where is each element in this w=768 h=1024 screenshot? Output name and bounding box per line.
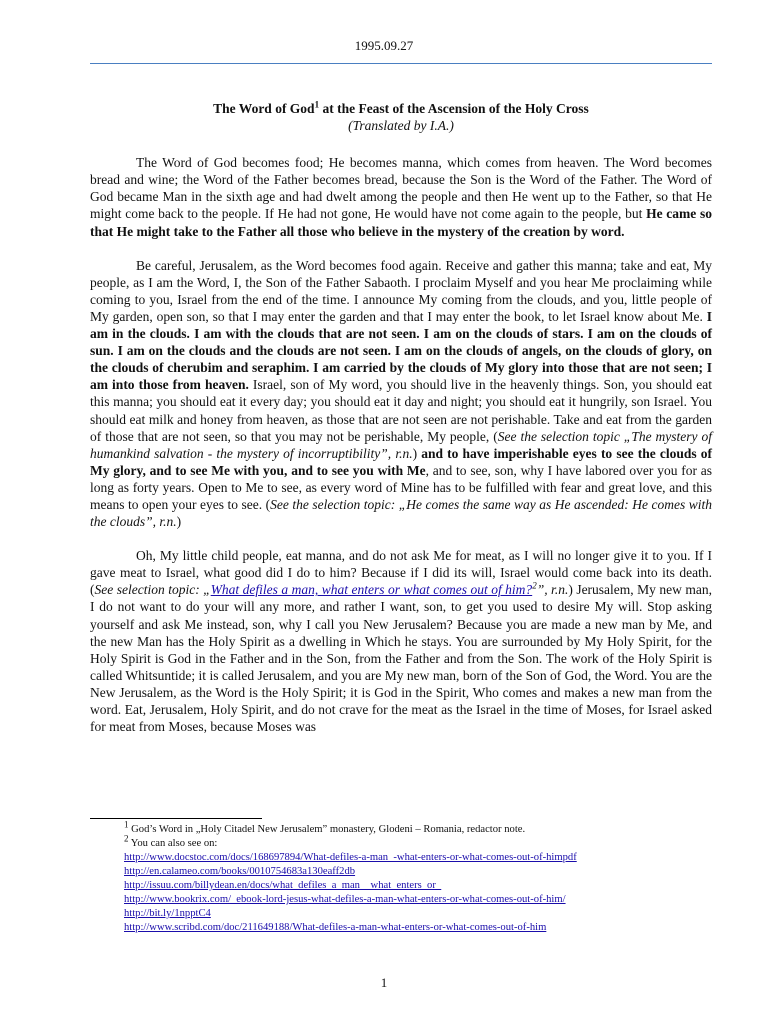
document-title [90, 100, 712, 117]
footnote-2-ref[interactable]: 2 [532, 580, 537, 591]
paragraph-2-text-2: Israel, son of My word, you should live in the heavenly things. Son, you should eat this manna; you should eat it every day; you should eat it day and night; you should eat it hungrily, son Israel. You should eat milk and honey from heaven, as those that are not seen are not perishable. Take and eat from the garden of those that are not seen, so that you may not be perishable, My people, ( [90, 377, 712, 444]
footnotes [124, 819, 724, 935]
footnote-divider [90, 818, 262, 819]
footnote-link-calameo[interactable]: http://en.calameo.com/books/0010754683a130eaff2db [124, 866, 356, 877]
paragraph-1-text: The Word of God becomes food; He becomes manna, which comes from heaven. The Word becomes bread and wine; the Word of the Father becomes bread, because the Son is the Word of the Father. The Word of God became Man in the sixth age and had dwelt among the people and then He went up to the Father, so that He might come back to the people. If He had not gone, He would have not come again to the people, but [90, 155, 712, 222]
selection-topic-link[interactable]: What defiles a man, what enters or what comes out of him? [210, 582, 533, 598]
footnote-1-text: God’s Word in „Holy Citadel New Jerusalem” monastery, Glodeni – Romania, redactor note. [128, 824, 526, 835]
paragraph-2-italic-2: See the selection topic: „He comes the same way as He ascended: He comes with the clouds”, r.n. [90, 496, 712, 530]
title-main: The Word of God [213, 101, 315, 116]
paragraph-3-italic-1: See selection topic: „ [94, 582, 211, 598]
title-rest: at the Feast of the Ascension of the Holy Cross [319, 101, 589, 116]
paragraph-1 [90, 154, 712, 239]
title-footnote-ref[interactable]: 1 [314, 99, 320, 110]
paragraph-2-text-5: ) [176, 514, 182, 530]
footnote-link-bitly[interactable]: http://bit.ly/1npptC4 [124, 908, 211, 919]
paragraph-2-italic-1: See the selection topic „The mystery of humankind salvation - the mystery of incorruptibility”, r.n. [90, 428, 712, 461]
footnote-2-text: You can also see on: [128, 838, 218, 849]
paragraph-2-bold-1: I am in the clouds. I am with the clouds that are not seen. I am on the clouds of stars. I am on the clouds of sun. I am on the clouds and the clouds are not seen. I am on the clouds of angels, on the clouds of glory, on the clouds of cherubim and seraphim. I am carried by the clouds of My glory into those that are not seen; I am into those from heaven. [90, 308, 712, 393]
paragraph-2-text-3: ) [412, 445, 422, 461]
footnote-1 [124, 819, 724, 837]
footnote-link-bookrix[interactable]: http://www.bookrix.com/_ebook-lord-jesus-what-defiles-a-man-what-enters-or-what-comes-out-of-him/ [124, 894, 566, 905]
paragraph-3-text-1: Oh, My little child people, eat manna, and do not ask Me for meat, as I will no longer give it to you. If I gave meat to Israel, what good did I do to him? Because if I did its will, Israel would come back into its death. ( [90, 548, 712, 598]
paragraph-2-bold-2: and to have imperishable eyes to see the clouds of My glory, and to see Me with you, and to see you with Me [90, 445, 712, 478]
document-subtitle: (Translated by I.A.) [348, 118, 454, 134]
paragraph-1-bold: He came so that He might take to the Father all those who believe in the mystery of the creation by word. [90, 206, 712, 239]
footnote-1-number: 1 [124, 819, 129, 830]
paragraph-3 [90, 547, 712, 735]
footnote-2 [124, 833, 724, 851]
footnote-link-docstoc[interactable]: http://www.docstoc.com/docs/168697894/What-defiles-a-man_-what-enters-or-what-comes-out-of-himpdf [124, 852, 577, 863]
document-body [90, 100, 712, 752]
footnote-2-number: 2 [124, 833, 129, 844]
paragraph-2 [90, 257, 712, 531]
header-divider [90, 63, 712, 64]
footnote-link-scribd[interactable]: http://www.scribd.com/doc/211649188/What-defiles-a-man-what-enters-or-what-comes-out-of-him [124, 922, 547, 933]
paragraph-3-text-2: ) Jerusalem, My new man, I do not want to do your will any more, and rather I want, son, to get you used to desire My will. Stop asking yourself and ask Me instead, son, why I call you New Jerusalem? Because you are made a new man by Me, and the new Man has the Holy Spirit as a dwelling in Which he stays. You are surrounded by My Holy Spirit, for the Holy Spirit is God in the Father and in the Son, from the Father and from the Son. The work of the Holy Spirit is called Whitsuntide; it is called Jerusalem, and you are My new man, born of the Son of God, the Word. You are the New Jerusalem, as the Word is the Holy Spirit; it is God in the Spirit, Who comes and makes a new man from the word. Eat, Jerusalem, Holy Spirit, and do not crave for the meat as the Israel in the time of Moses, for Israel asked for meat from Moses, because Moses was [90, 582, 713, 735]
footnote-link-issuu[interactable]: http://issuu.com/billydean.en/docs/what_defiles_a_man__what_enters_or_ [124, 880, 442, 891]
page-number: 1 [380, 975, 388, 990]
paragraph-2-text-4: , and to see, son, why I have labored over you for as long as forty years. Open to Me to see, as every word of Mine has to be fulfilled with fear and great love, and this means to open your eyes to see. ( [90, 462, 712, 512]
page-date-header: 1995.09.27 [354, 38, 414, 53]
paragraph-3-italic-2: ”, r.n. [536, 582, 569, 598]
paragraph-2-text-1: Be careful, Jerusalem, as the Word becomes food again. Receive and gather this manna; take and eat, My people, as I am the Word, I, the Son of the Father Sabaoth. I proclaim Myself and you hear Me proclaiming while coming to you, Israel from the end of the time. I announce My coming from the clouds, and you, little people of My garden, open son, so that I may enter the garden and that I may enter the book, to let Israel know about Me. [90, 257, 712, 324]
